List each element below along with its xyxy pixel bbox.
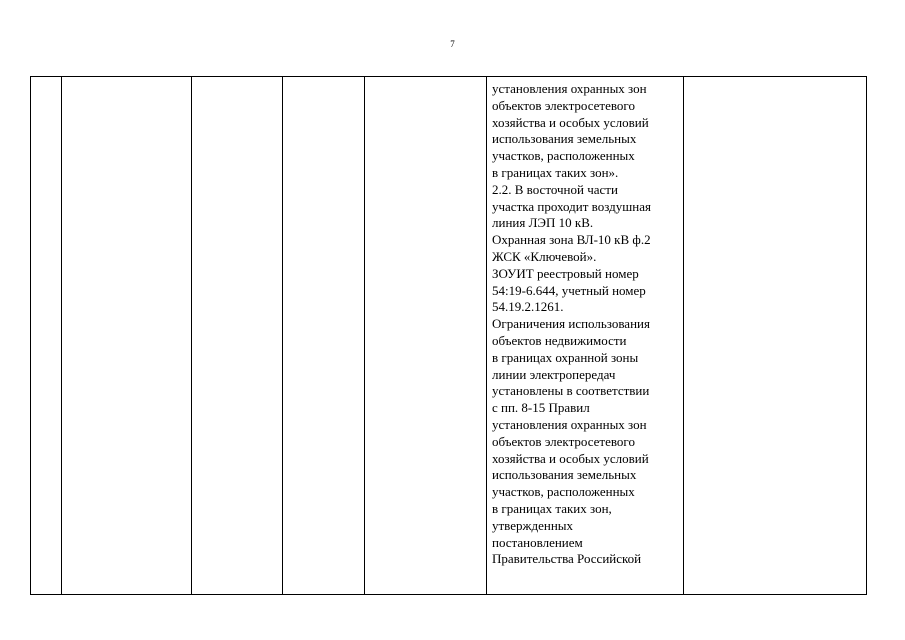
- text-line: участков, расположенных: [492, 484, 635, 500]
- cell-column-7: [684, 77, 867, 595]
- cell-column-2: [62, 77, 192, 595]
- text-line: в границах таких зон».: [492, 164, 619, 180]
- text-line: Ограничения использования: [492, 316, 650, 332]
- text-line: установления охранных зон: [492, 416, 647, 432]
- text-line: постановлением: [492, 534, 583, 550]
- text-line: Охранная зона ВЛ-10 кВ ф.2: [492, 232, 651, 248]
- text-line: участка проходит воздушная: [492, 198, 651, 214]
- text-line: ЗОУИТ реестровый номер: [492, 265, 639, 281]
- text-line: хозяйства и особых условий: [492, 450, 649, 466]
- text-line: хозяйства и особых условий: [492, 114, 649, 130]
- text-line: установления охранных зон: [492, 81, 647, 96]
- text-line: в границах таких зон,: [492, 500, 612, 516]
- text-line: использования земельных: [492, 467, 637, 483]
- text-line: в границах охранной зоны: [492, 349, 639, 365]
- cell-column-3: [192, 77, 283, 595]
- cell-number: [31, 77, 62, 595]
- cell-restrictions-text: [487, 77, 684, 595]
- text-line: утвержденных: [492, 517, 574, 533]
- text-line: с пп. 8-15 Правил: [492, 400, 590, 416]
- cell-column-5: [365, 77, 487, 595]
- text-line: объектов электросетевого: [492, 97, 635, 113]
- text-line: использования земельных: [492, 131, 637, 147]
- text-line: Правительства Российской: [492, 551, 642, 567]
- text-line: 54.19.2.1261.: [492, 299, 564, 315]
- text-line: объектов недвижимости: [492, 332, 627, 348]
- cell-column-4: [283, 77, 365, 595]
- page-number: 7: [450, 39, 455, 49]
- text-line: установлены в соответствии: [492, 383, 650, 399]
- document-table: [30, 76, 867, 595]
- text-line: 2.2. В восточной части: [492, 181, 618, 197]
- text-line: участков, расположенных: [492, 148, 635, 164]
- text-line: ЖСК «Ключевой».: [492, 248, 597, 264]
- text-line: 54:19-6.644, учетный номер: [492, 282, 646, 298]
- text-line: линии электропередач: [492, 366, 616, 382]
- text-line: объектов электросетевого: [492, 433, 635, 449]
- table-row: [31, 77, 867, 595]
- text-line: линия ЛЭП 10 кВ.: [492, 215, 594, 231]
